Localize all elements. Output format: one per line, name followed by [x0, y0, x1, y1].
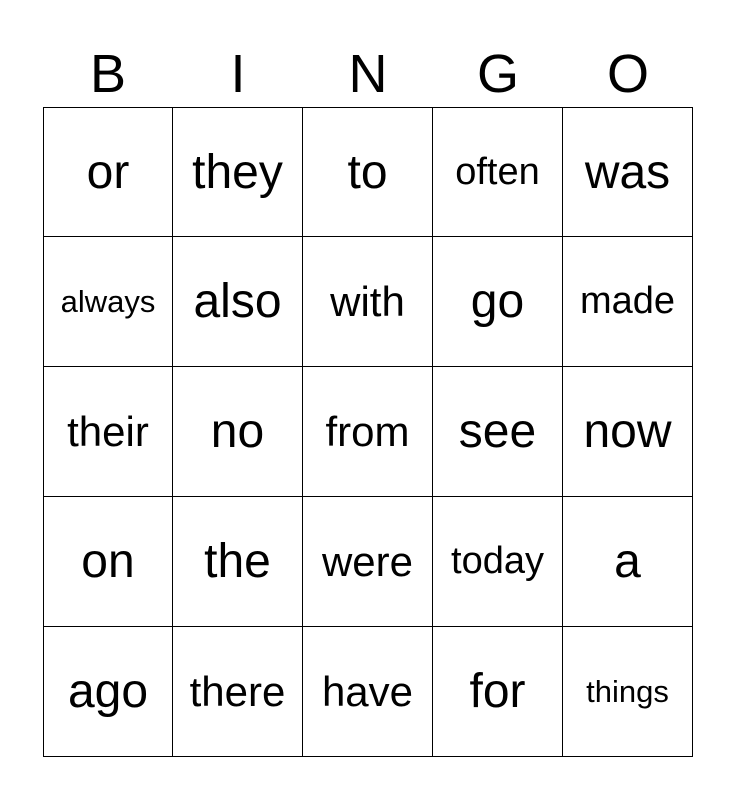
bingo-cell: their — [43, 367, 173, 497]
bingo-cell: also — [173, 237, 303, 367]
bingo-cell: made — [563, 237, 693, 367]
bingo-cell: today — [433, 497, 563, 627]
bingo-cell: ago — [43, 627, 173, 757]
bingo-cell: with — [303, 237, 433, 367]
bingo-cell: no — [173, 367, 303, 497]
bingo-cell: see — [433, 367, 563, 497]
bingo-cell: often — [433, 107, 563, 237]
bingo-cell: now — [563, 367, 693, 497]
bingo-cell: always — [43, 237, 173, 367]
bingo-cell: from — [303, 367, 433, 497]
bingo-cell: or — [43, 107, 173, 237]
bingo-cell: for — [433, 627, 563, 757]
header-letter-b: B — [89, 44, 127, 104]
bingo-card-grid — [43, 107, 693, 757]
bingo-cell: was — [563, 107, 693, 237]
bingo-cell: they — [173, 107, 303, 237]
header-letter-o: O — [606, 44, 649, 104]
bingo-cell: things — [563, 627, 693, 757]
header-letter-i: I — [230, 44, 246, 104]
bingo-cell: to — [303, 107, 433, 237]
bingo-cell: on — [43, 497, 173, 627]
header-letter-n: N — [348, 44, 388, 104]
bingo-cell: a — [563, 497, 693, 627]
bingo-cell: have — [303, 627, 433, 757]
bingo-cell: there — [173, 627, 303, 757]
bingo-cell: go — [433, 237, 563, 367]
bingo-cell: the — [173, 497, 303, 627]
header-letter-g: G — [476, 44, 519, 104]
bingo-cell: were — [303, 497, 433, 627]
bingo-header — [43, 42, 693, 106]
